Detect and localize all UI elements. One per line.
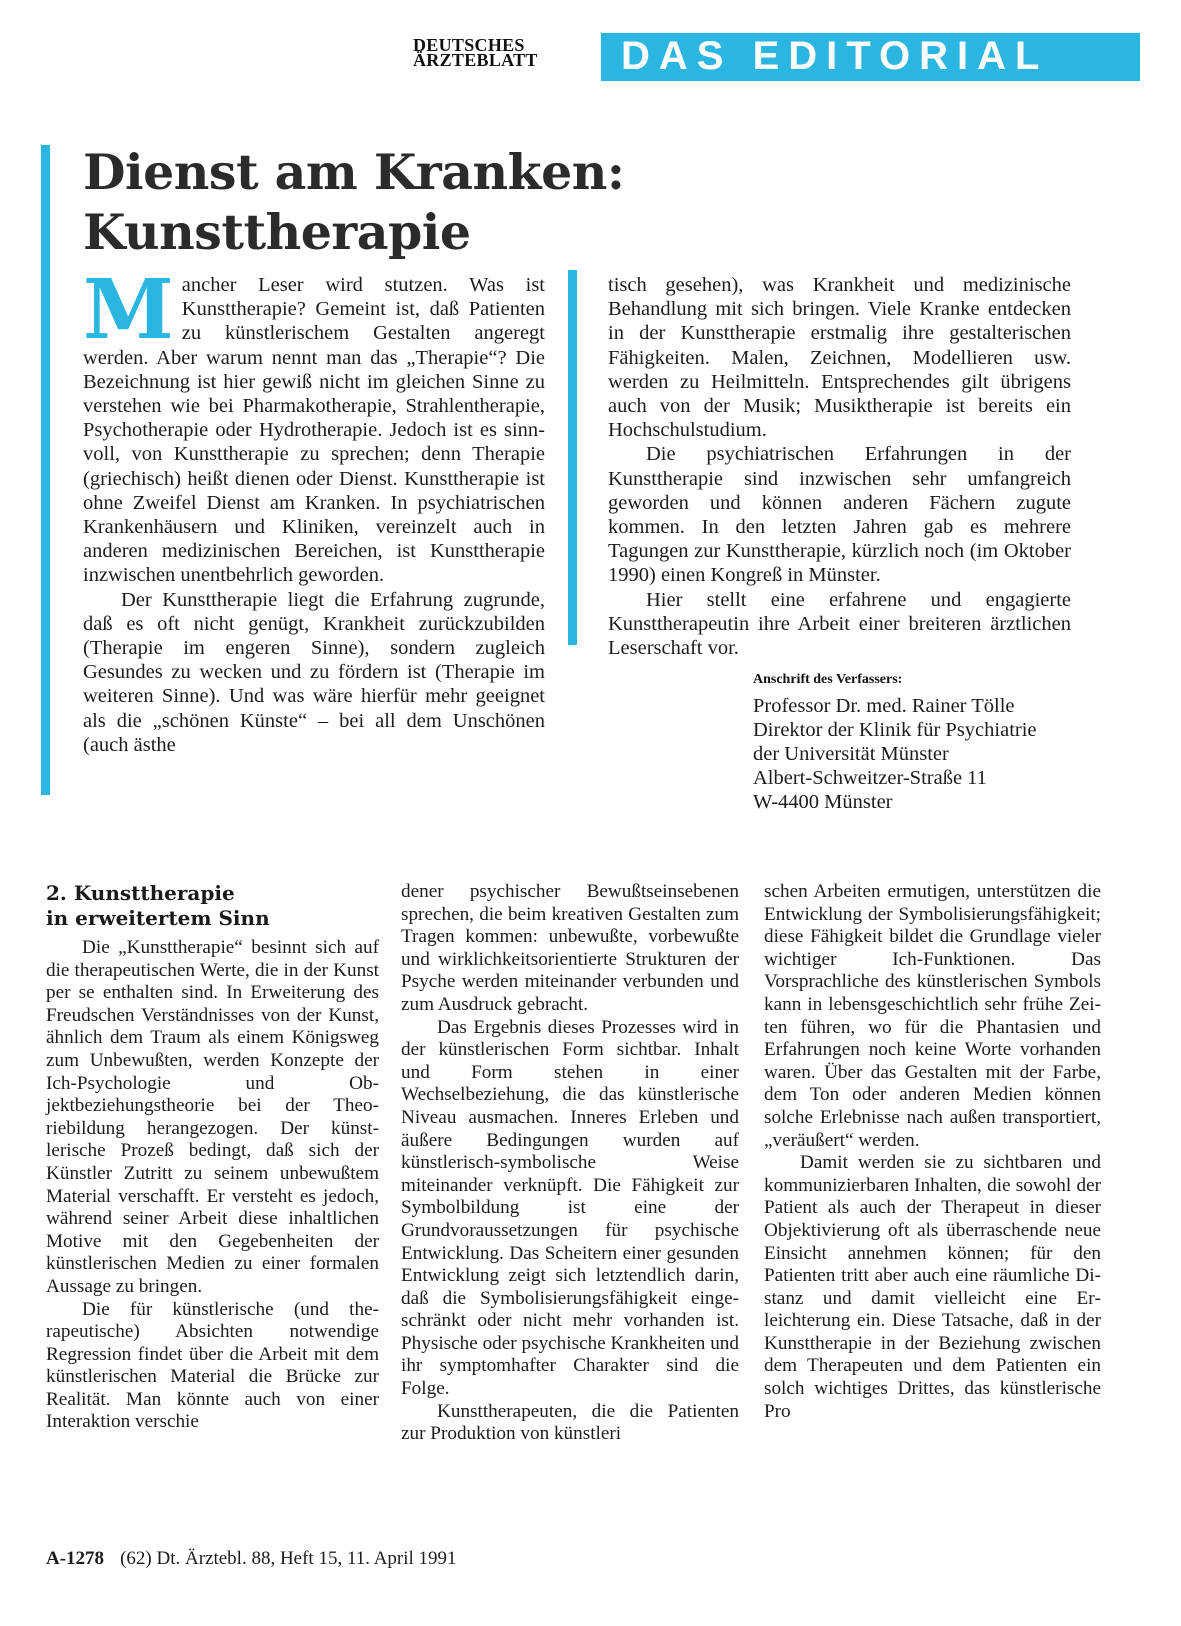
article-paragraph: dener psychischer Bewußtseinsebenen sprechen, die beim kreativen Gestalten zum Tragen kommen: unbewußte, vorbewußte und wirklichkeitsorientierte Strukturen der Psyche werden miteinander verbunden und zum Ausdruck gebracht. [401, 881, 739, 1015]
editorial-paragraph [83, 262, 545, 588]
address-line: Albert-Schweitzer-Straße 11 [753, 767, 987, 790]
masthead-line-2: ÄRZTEBLATT [413, 50, 538, 70]
journal-masthead [413, 35, 538, 70]
drop-cap: M [83, 262, 174, 358]
article-paragraph: Die „Kunsttherapie“ besinnt sich auf die therapeutischen Werte, die in der Kunst per se enthalten sind. In Erweiterung des Freudschen Verständnisses von der Kunst, ähnlich dem Traum als einem Königsweg zum Unbewußten, werden Konzepte der Ich-Psychologie und Objektbeziehungstheorie bei der Theoriebildung herangezogen. Der künstlerische Prozeß bedingt, daß sich der Künstler Zutritt zu seinem unbewußtem Material verschafft. Er versteht es jedoch, während seiner Arbeit diese inhaltlichen Motive mit den Gegebenheiten der künstlerischen Medien zu einer formalen Aussage zu bringen. [46, 937, 379, 1297]
column-accent-bar [568, 270, 577, 645]
section-label: DAS EDITORIAL [621, 34, 1049, 78]
headline-line-2: Kunsttherapie [83, 203, 471, 261]
section-heading-line-1: 2. Kunsttherapie [46, 881, 235, 905]
editorial-paragraph-text: ancher Leser wird stutzen. Was ist Kunsttherapie? Gemeint ist, daß Patienten zu künstlerischem Gestalten angeregt werden. Aber warum nennt man das „Therapie“? Die Bezeichnung ist hier gewiß nicht im gleichen Sinne zu verstehen wie bei Pharmakotherapie, Strahlentherapie, Psychotherapie oder Hydrotherapie. Jedoch ist es sinnvoll, von Kunsttherapie zu sprechen; denn Therapie (griechisch) heißt dienen oder Dienst. Kunsttherapie ist ohne Zweifel Dienst am Kranken. In psychiatrischen Krankenhäusern und Kliniken, vereinzelt auch in anderen medizinischen Bereichen, ist Kunsttherapie inzwischen unentbehrlich geworden. [83, 274, 545, 587]
article-paragraph: Die für künstlerische (und therapeutische) Absichten notwendige Regression findet über die Arbeit mit dem künstlerischen Material die Brücke zur Realität. Man könnte auch von einer Interaktion verschie [46, 1298, 379, 1433]
address-line: der Universität Münster [753, 743, 949, 766]
section-heading [46, 881, 379, 931]
page-number: A-1278 [46, 1548, 105, 1569]
address-line: Professor Dr. med. Rainer Tölle [753, 695, 1015, 718]
author-address [753, 668, 1071, 814]
editorial-paragraph: Die psychiatrischen Erfahrungen in der Kunsttherapie sind inzwischen sehr umfangreich geworden und können anderen Fächern zugute kommen. In den letzten Jahren gab es mehrere Tagungen zur Kunsttherapie, kürzlich noch (im Oktober 1990) einen Kongreß in Münster. [608, 443, 1071, 587]
article-headline [83, 142, 624, 262]
article-paragraph: Kunsttherapeuten, die die Patienten zur Produktion von künstleri [401, 1400, 739, 1445]
page-footer [46, 1548, 457, 1570]
article-column-2 [401, 881, 739, 1446]
citation: (62) Dt. Ärztebl. 88, Heft 15, 11. April 1991 [120, 1548, 457, 1569]
section-banner [601, 33, 1140, 81]
headline-line-1: Dienst am Kranken: [83, 143, 625, 201]
address-line: Direktor der Klinik für Psychiatrie [753, 719, 1037, 742]
masthead-line-1: DEUTSCHES [413, 35, 525, 55]
article-paragraph: schen Arbeiten ermutigen, unterstützen die Entwicklung der Symbolisierungsfähigkeit; diese Fähigkeit bildet die Grundlage vieler wichtiger Ich-Funktionen. Das Vorsprachliche des künstlerischen Symbols kann in lebensgeschichtlich sehr frühe Zeiten führen, wo für die Phantasien und Erfahrungen noch keine Worte vorhanden waren. Über das Gestalten mit der Farbe, dem Ton oder anderen Medien können solche Erlebnisse nach außen transportiert, „veräußert“ werden. [764, 881, 1101, 1151]
article-column-3 [764, 881, 1101, 1423]
headline-accent-bar [41, 145, 50, 795]
article-paragraph: Damit werden sie zu sichtbaren und kommunizierbaren Inhalten, die sowohl der Patient als auch der Therapeut in dieser Objektivierung oft als überraschende neue Einsicht annehmen können; für den Patienten tritt aber auch eine räumliche Distanz und damit vielleicht eine Erleichterung ein. Diese Tatsache, daß in der Kunsttherapie in der Beziehung zwischen dem Therapeuten und dem Patienten ein solch wichtiges Drittes, das künstlerische Pro [764, 1152, 1101, 1422]
address-label: Anschrift des Verfassers: [753, 672, 903, 688]
editorial-column-left [83, 262, 545, 757]
article-column-1 [46, 881, 379, 1434]
editorial-paragraph: Hier stellt eine erfahrene und engagierte Kunsttherapeutin ihre Arbeit einer breiteren ärztlichen Leserschaft vor. [608, 588, 1071, 660]
editorial-paragraph: Der Kunsttherapie liegt die Erfahrung zugrunde, daß es oft nicht genügt, Krankheit zurückzubilden (Therapie im engeren Sinne), sondern zugleich Gesundes zu wecken und zu fördern ist (Therapie im weiteren Sinne). Und was wäre hierfür mehr geeignet als die „schönen Künste“ – bei all dem Unschönen (auch ästhe [83, 588, 545, 756]
section-heading-line-2: in erweitertem Sinn [46, 906, 270, 930]
article-paragraph: Das Ergebnis dieses Prozesses wird in der künstlerischen Form sichtbar. Inhalt und Form stehen in einer Wechselbeziehung, die das künstlerische Niveau ausmachen. Inneres Erleben und äußere Bedingungen wurden auf künstlerisch-symbolische Weise miteinander verknüpft. Die Fähigkeit zur Symbolbildung ist eine der Grundvoraussetzungen für psychische Entwicklung. Das Scheitern einer gesunden Entwicklung zeigt sich letztendlich darin, daß die Symbolisierungsfähigkeit eingeschränkt oder nicht mehr vorhanden ist. Physische oder psychische Krankheiten und ihr symptomhafter Charakter sind die Folge. [401, 1016, 739, 1400]
editorial-column-right [608, 273, 1071, 814]
editorial-paragraph: tisch gesehen), was Krankheit und medizinische Behandlung mit sich bringen. Viele Kranke entdecken in der Kunsttherapie erstmalig ihre gestalterischen Fähigkeiten. Malen, Zeichnen, Modellieren usw. werden zu Heilmitteln. Entsprechendes gilt übrigens auch von der Musik; Musiktherapie ist bereits ein Hochschulstudium. [608, 274, 1071, 442]
address-line: W-4400 Münster [753, 791, 893, 814]
